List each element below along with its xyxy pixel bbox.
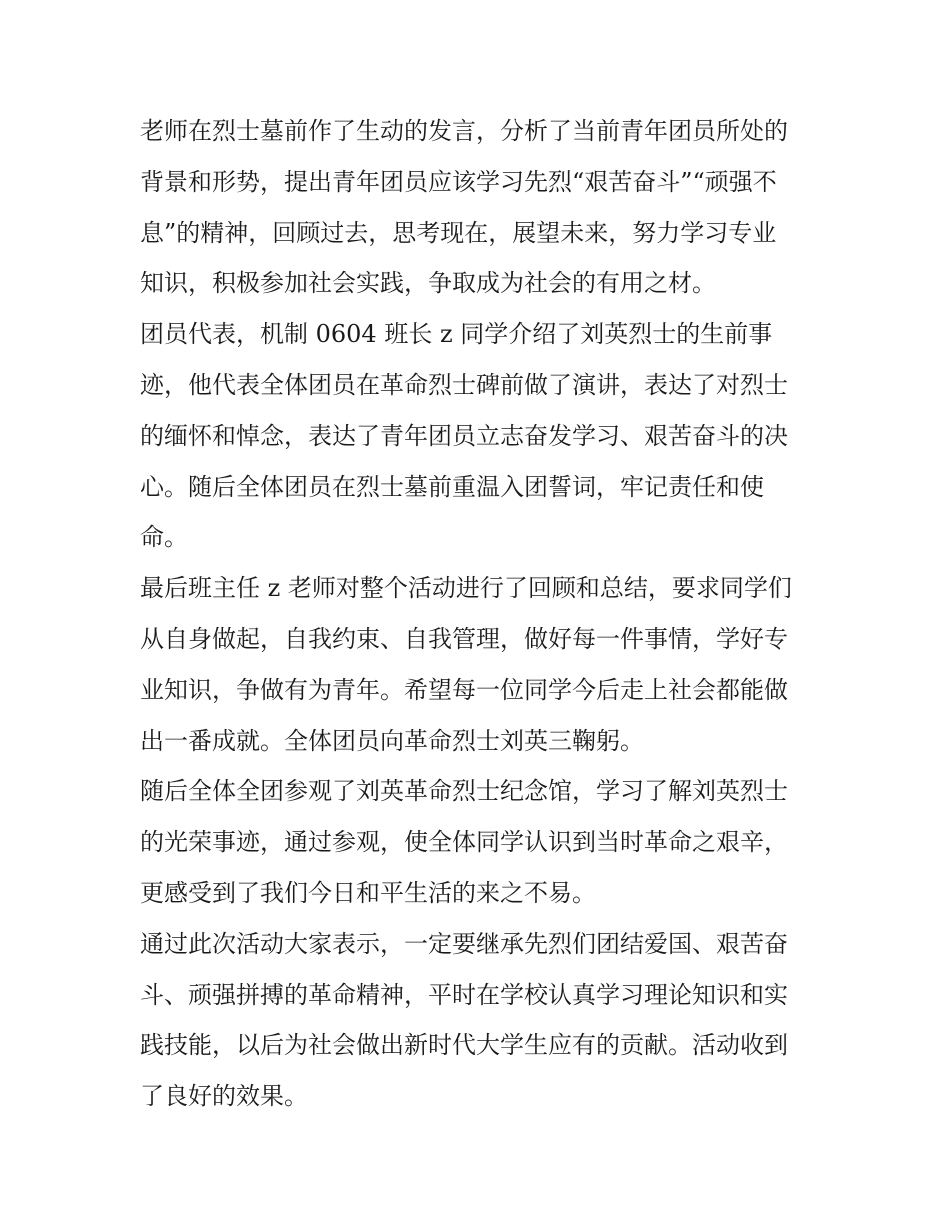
paragraph-1	[140, 106, 820, 309]
text-line: 从自身做起，自我约束、自我管理，做好每一件事情，学好专	[140, 624, 788, 653]
text-line: 的缅怀和悼念，表达了青年团员立志奋发学习、艰苦奋斗的决	[140, 421, 788, 450]
text-line: 老师在烈士墓前作了生动的发言，分析了当前青年团员所处的	[140, 117, 788, 145]
text-line: 更感受到了我们今日和平生活的来之不易。	[140, 878, 596, 907]
text-line: 团员代表，机制 0604 班长 z 同学介绍了刘英烈士的生前事	[140, 320, 773, 349]
text-line: 出一番成就。全体团员向革命烈士刘英三鞠躬。	[140, 726, 644, 755]
text-line: 斗、顽强拼搏的革命精神，平时在学校认真学习理论知识和实	[140, 980, 788, 1009]
text-line: 命。	[140, 523, 188, 552]
text-line: 息”的精神，回顾过去，思考现在，展望未来，努力学习专业	[140, 218, 777, 247]
paragraph-5	[140, 919, 820, 1122]
text-line: 背景和形势，提出青年团员应该学习先烈“艰苦奋斗”“顽强不	[140, 167, 777, 196]
text-line: 知识，积极参加社会实践，争取成为社会的有用之材。	[140, 269, 716, 298]
text-line: 随后全体全团参观了刘英革命烈士纪念馆，学习了解刘英烈士	[140, 777, 788, 806]
text-line: 通过此次活动大家表示，一定要继承先烈们团结爱国、艰苦奋	[140, 929, 788, 958]
text-line: 践技能，以后为社会做出新时代大学生应有的贡献。活动收到	[140, 1031, 788, 1060]
paragraph-4	[140, 766, 820, 918]
text-line: 业知识，争做有为青年。希望每一位同学今后走上社会都能做	[140, 675, 788, 704]
text-line: 心。随后全体团员在烈士墓前重温入团誓词，牢记责任和使	[140, 472, 764, 501]
text-line: 迹，他代表全体团员在革命烈士碑前做了演讲，表达了对烈士	[140, 370, 788, 399]
text-line: 的光荣事迹，通过参观，使全体同学认识到当时革命之艰辛，	[140, 828, 788, 857]
paragraph-2	[140, 309, 820, 563]
text-line: 最后班主任 z 老师对整个活动进行了回顾和总结，要求同学们	[140, 574, 792, 603]
paragraph-3	[140, 563, 820, 766]
text-line: 了良好的效果。	[140, 1082, 308, 1111]
document-body	[140, 106, 820, 1122]
